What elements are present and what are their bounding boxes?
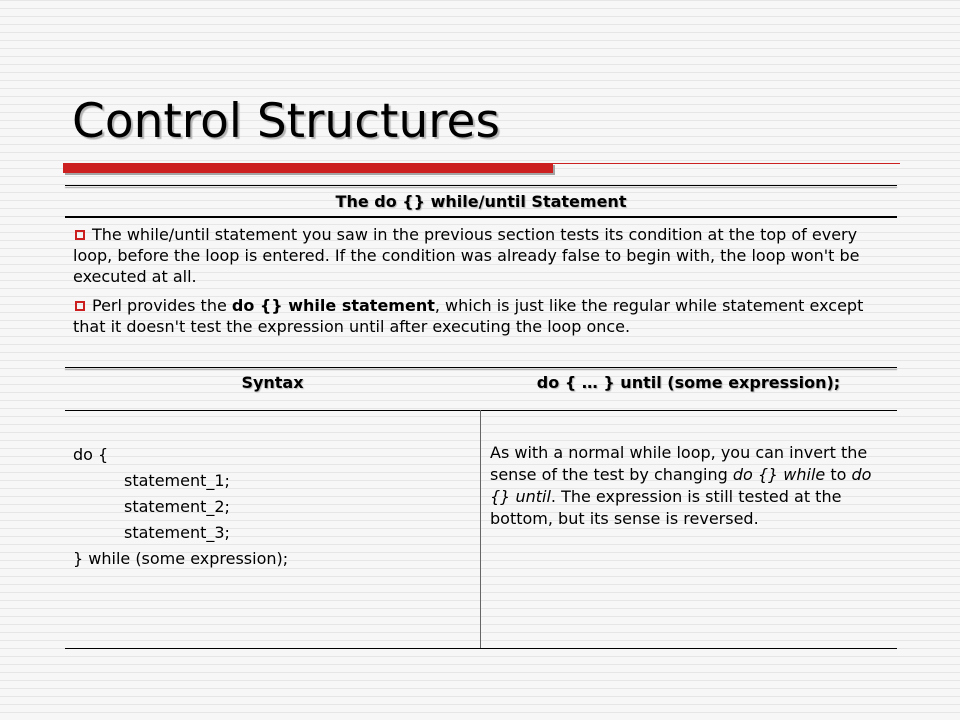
code-line: statement_2; — [124, 497, 230, 516]
code-line: statement_1; — [124, 471, 230, 490]
table-bottom-border — [65, 648, 897, 649]
bullet-text-2-bold — [232, 296, 435, 315]
code-line: statement_3; — [124, 523, 230, 542]
syntax-column-header: Syntax — [241, 373, 304, 392]
example-column-header: do { … } until (some expression); — [536, 373, 841, 392]
bullet-text-2-bold-value: do {} while statement — [231, 296, 435, 315]
title-underline-red — [63, 163, 553, 173]
bullet-item-1 — [73, 224, 889, 287]
section-heading: The do {} while/until Statement — [335, 192, 627, 211]
content-table — [65, 185, 897, 649]
column-divider — [480, 410, 481, 648]
title-underline-thin — [553, 163, 900, 164]
code-line: } while (some expression); — [73, 549, 289, 568]
bullet-item-2 — [73, 295, 889, 337]
desc-part-1: As with a normal while loop, you can invert the sense of the test by changing — [490, 443, 868, 484]
hollow-square-bullet-icon — [75, 301, 85, 311]
bullet-text-1: The while/until statement you saw in the previous section tests its condition at the top of every loop, before the loop is entered. If the condition was already false to begin with, the loop won't be executed at all. — [73, 225, 860, 286]
table-top-border — [65, 185, 897, 186]
bullet-text-2-rest: , which is just like the regular while statement except that it doesn't test the expression until after executing the loop once. — [73, 296, 864, 336]
table-header-divider — [65, 410, 897, 411]
slide-title: Control Structures — [72, 94, 500, 149]
desc-part-3: . The expression is still tested at the bottom, but its sense is reversed. — [490, 487, 842, 528]
section-heading-divider — [65, 216, 897, 218]
hollow-square-bullet-icon — [75, 230, 85, 240]
bullet-list — [73, 224, 889, 345]
table-header-top-border — [65, 367, 897, 368]
syntax-code-block — [73, 442, 473, 572]
desc-em-2: do {} until — [490, 465, 872, 506]
bullet-text-2-lead: Perl provides the — [92, 296, 232, 315]
desc-part-2: to — [825, 465, 852, 484]
code-line: do { — [73, 445, 109, 464]
until-description — [490, 442, 895, 530]
desc-em-1: do {} while — [732, 465, 826, 484]
